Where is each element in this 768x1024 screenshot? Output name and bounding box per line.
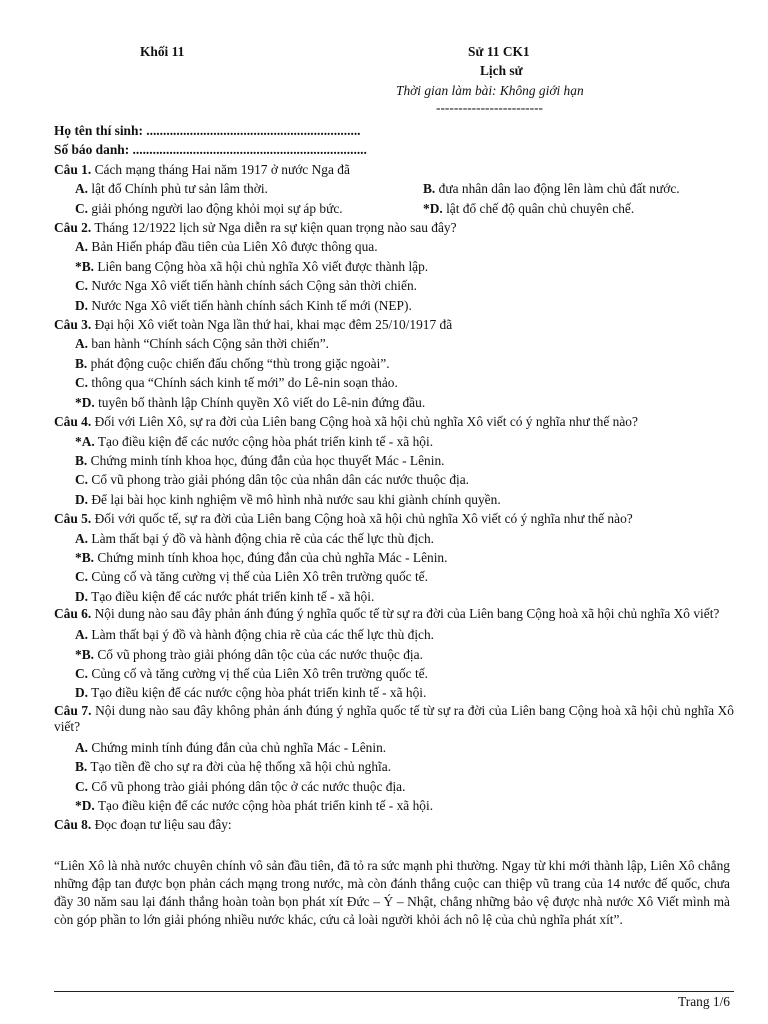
question-6 [54,606,734,622]
option-text: lật đổ Chính phủ tư sản lâm thời. [91,181,268,197]
option-label: C. [75,569,89,585]
option-label: D. [75,491,89,507]
option-label: D. [75,588,89,604]
option-label: *D. [75,394,95,410]
option-label: A. [75,239,89,255]
option-text: Cổ vũ phong trào giải phóng dân tộc của các nước thuộc địa. [97,646,423,662]
question-label: Câu 7. [54,702,92,718]
question-1 [54,160,734,179]
option-label: *B. [75,258,94,274]
option-b [54,757,734,776]
question-7 [54,703,734,735]
option-text: Nước Nga Xô viết tiến hành chính sách Cộng sản thời chiến. [91,278,418,294]
question-text: Đọc đoạn tư liệu sau đây: [94,817,232,833]
option-d [54,296,734,315]
option-a [54,237,734,256]
option-b [54,645,734,664]
option-label: D. [75,685,89,701]
option-c [54,276,734,295]
grade-label: Khối 11 [140,44,185,59]
option-label: *B. [75,646,94,662]
question-2 [54,218,734,237]
option-a [54,334,734,353]
option-label: C. [75,278,89,294]
option-label: C. [75,375,89,391]
source-quote: “Liên Xô là nhà nước chuyên chính vô sản đầu tiên, đã tỏ ra sức mạnh phi thường. Ngay từ khi mới thành lập, Liên Xô chẳng những đập tan được bọn phản cách mạng trong nước, mà còn đánh thắng cuộc can thiệp vũ trang của 14 nước đế quốc, chưa đầy 30 năm sau lại đánh thắng hoàn toàn bọn phát xít Đức – Ý – Nhật, chẳng những bảo vệ được nhà nước Xô Viết mình mà còn góp phần to lớn giải phóng nhiều nước khác, cứu cả loài người khỏi ách nô lệ của chủ nghĩa phát xít”. [54,857,730,927]
subject-title: Lịch sử [480,63,523,78]
option-c [54,777,734,796]
option-text: Liên bang Cộng hòa xã hội chủ nghĩa Xô viết được thành lập. [97,258,429,274]
option-row [54,179,734,198]
option-text: ban hành “Chính sách Cộng sản thời chiến”. [91,336,330,352]
question-text: Nội dung nào sau đây không phản ánh đúng ý nghĩa quốc tế từ sự ra đời của Liên bang Cộng hoà xã hội chủ nghĩa Xô viết? [54,702,734,734]
option-a [54,738,734,757]
option-label: C. [75,200,89,216]
option-text: tuyên bố thành lập Chính quyền Xô viết do Lê-nin đứng đầu. [98,394,426,410]
option-a [54,179,423,198]
option-label: A. [75,739,89,755]
option-b [54,548,734,567]
question-label: Câu 2. [54,220,92,236]
option-text: Nước Nga Xô viết tiến hành chính sách Kinh tế mới (NEP). [91,297,412,313]
option-text: Tạo điều kiện để các nước cộng hòa phát triển kinh tế - xã hội. [97,433,434,449]
option-c [54,664,734,683]
option-label: C. [75,778,89,794]
question-text: Cách mạng tháng Hai năm 1917 ở nước Nga đã [94,161,350,177]
option-text: phát động cuộc chiến đấu chống “thù trong giặc ngoài”. [90,355,390,371]
option-d [423,199,634,218]
option-c [54,199,423,218]
option-label: *D. [75,798,95,813]
question-text: Đối với quốc tế, sự ra đời của Liên bang Cộng hoà xã hội chủ nghĩa Xô viết có ý nghĩa như thế nào? [94,511,633,527]
student-name-field: Họ tên thí sinh: ................................................................ [54,123,361,138]
question-label: Câu 6. [54,606,92,622]
option-label: B. [423,181,436,197]
option-c [54,373,734,392]
option-text: Cổ vũ phong trào giải phóng dân tộc của nhân dân các nước thuộc địa. [91,472,470,488]
option-text: giải phóng người lao động khỏi mọi sự áp bức. [91,200,343,216]
option-label: D. [75,297,89,313]
option-b [423,179,680,198]
option-text: Chứng minh tính đúng đắn của chủ nghĩa Mác - Lênin. [91,739,387,755]
option-text: Củng cố và tăng cường vị thế của Liên Xô trên trường quốc tế. [91,665,428,681]
option-d [54,490,734,509]
option-d [54,683,734,702]
page-number: Trang 1/6 [678,994,730,1009]
option-c [54,567,734,586]
option-d [54,796,734,815]
option-a [54,432,734,451]
option-b [54,257,734,276]
option-label: A. [75,181,89,197]
question-label: Câu 3. [54,317,92,333]
option-text: Tạo điều kiện để các nước cộng hòa phát triển kinh tế - xã hội. [91,685,427,701]
question-label: Câu 1. [54,161,92,177]
time-limit: Thời gian làm bài: Không giới hạn [396,83,584,98]
option-text: Chứng minh tính khoa học, đúng đắn của chủ nghĩa Mác - Lênin. [97,549,448,565]
header-divider: ------------------------ [436,100,544,115]
option-text: Để lại bài học kinh nghiệm về mô hình nhà nước sau khi giành chính quyền. [91,491,501,507]
option-label: *D. [423,200,443,216]
option-b [54,354,734,373]
option-row [54,199,734,218]
option-text: Tạo tiền đề cho sự ra đời của hệ thống xã hội chủ nghĩa. [90,759,392,775]
question-text: Đối với Liên Xô, sự ra đời của Liên bang Cộng hoà xã hội chủ nghĩa Xô viết có ý nghĩa như thế nào? [94,414,638,430]
question-5 [54,509,734,528]
exam-content [54,121,734,929]
option-text: Tạo điều kiện để các nước phát triển kinh tế - xã hội. [91,588,375,604]
option-d [54,393,734,412]
option-a [54,625,734,644]
option-c [54,470,734,489]
footer-divider [54,991,734,992]
option-d [54,587,734,606]
option-label: A. [75,627,89,643]
question-label: Câu 4. [54,414,92,430]
option-label: C. [75,472,89,488]
option-label: A. [75,530,89,546]
option-text: Cổ vũ phong trào giải phóng dân tộc ở các nước thuộc địa. [91,778,406,794]
question-label: Câu 5. [54,511,92,527]
question-4 [54,412,734,431]
question-text: Nội dung nào sau đây phản ánh đúng ý nghĩa quốc tế từ sự ra đời của Liên bang Cộng hoà xã hội chủ nghĩa Xô viết? [94,606,720,622]
option-text: thông qua “Chính sách kinh tế mới” do Lê-nin soạn thảo. [91,375,398,391]
option-text: Chứng minh tính khoa học, đúng đắn của học thuyết Mác - Lênin. [90,452,445,468]
option-label: B. [75,759,88,775]
option-text: Củng cố và tăng cường vị thế của Liên Xô trên trường quốc tế. [91,569,428,585]
option-label: A. [75,336,89,352]
question-8 [54,815,734,834]
option-a [54,529,734,548]
option-label: *A. [75,433,95,449]
option-text: đưa nhân dân lao động lên làm chủ đất nước. [438,181,680,197]
option-label: B. [75,452,88,468]
option-b [54,451,734,470]
option-text: Tạo điều kiện để các nước cộng hòa phát triển kinh tế - xã hội. [97,798,434,813]
option-label: C. [75,665,89,681]
option-label: *B. [75,549,94,565]
question-text: Đại hội Xô viết toàn Nga lần thứ hai, khai mạc đêm 25/10/1917 đã [94,317,453,333]
option-text: Làm thất bại ý đồ và hành động chia rẽ của các thế lực thù địch. [91,530,435,546]
exam-code: Sử 11 CK1 [468,44,530,59]
option-label: B. [75,355,88,371]
option-text: Làm thất bại ý đồ và hành động chia rẽ của các thế lực thù địch. [91,627,435,643]
question-3 [54,315,734,334]
option-text: lật đổ chế độ quân chủ chuyên chế. [446,200,635,216]
option-text: Bản Hiến pháp đầu tiên của Liên Xô được thông qua. [91,239,378,255]
question-label: Câu 8. [54,817,92,833]
spacer [54,835,734,857]
student-id-field: Số báo danh: ...................................................................... [54,142,367,158]
question-text: Tháng 12/1922 lịch sử Nga diễn ra sự kiện quan trọng nào sau đây? [94,220,457,236]
